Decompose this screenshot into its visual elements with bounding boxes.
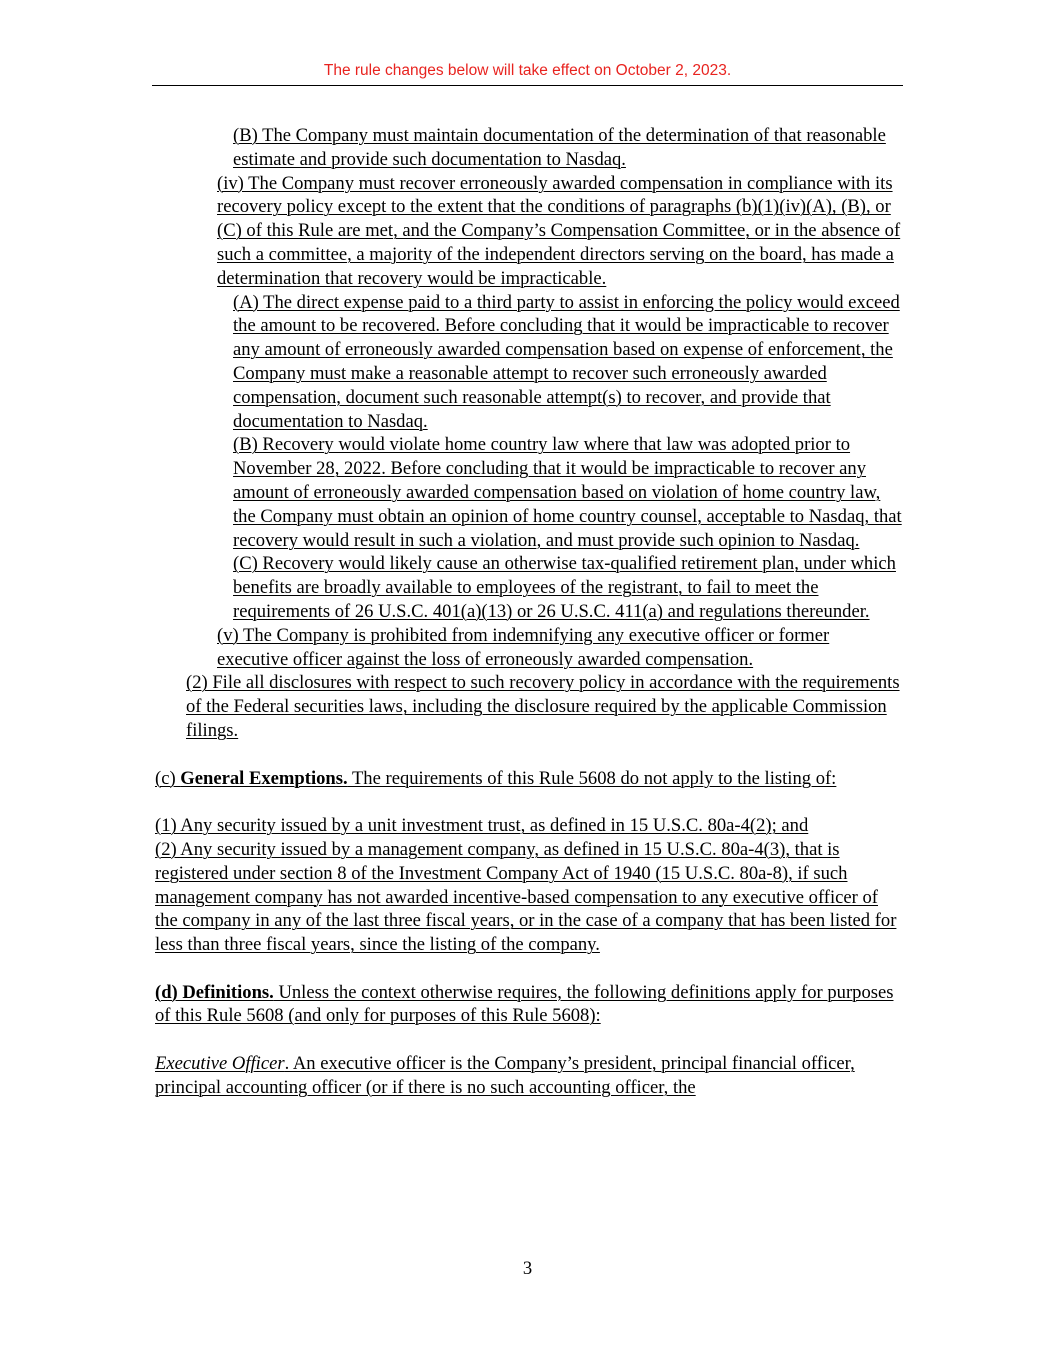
paragraph-b1iii-b: (B) The Company must maintain documentation of the determination of that reasonable estimate and provide such documentation to Nasdaq. [233,125,886,170]
section-c-text: The requirements of this Rule 5608 do not apply to the listing of: [347,767,837,789]
paragraph-d [155,981,905,1029]
spacer [0,1028,1055,1052]
paragraph-b2: (2) File all disclosures with respect to such recovery policy in accordance with the requirements of the Federal securities laws, including the disclosure required by the applicable Commission filings. [186,672,900,741]
paragraph-executive-officer [155,1052,905,1100]
section-c-heading: General Exemptions. [180,767,348,789]
spacer [0,790,1055,814]
page-number: 3 [522,1258,533,1279]
paragraph-b1iv: (iv) The Company must recover erroneously awarded compensation in compliance with its recovery policy except to the extent that the conditions of paragraphs (b)(1)(iv)(A), (B), or (C) of this Rule are met, and the Company’s Compensation Committee, or in the absence of such a committee, a majority of the independent directors serving on the board, has made a determination that recovery would be impracticable. [217,172,901,289]
paragraph-c2: (2) Any security issued by a management company, as defined in 15 U.S.C. 80a-4(3), that is registered under section 8 of the Investment Company Act of 1940 (15 U.S.C. 80a-8), if such management company has not awarded incentive-based compensation to any executive officer of the company in any of the last three fiscal years, or in the case of a company that has been listed for less than three fiscal years, since the listing of the company. [155,838,897,956]
section-d-heading: (d) Definitions. [155,981,274,1003]
spacer [0,743,1055,767]
executive-officer-definition: . An executive officer is the Company’s president, principal financial officer, principal accounting officer (or if there is no such accounting officer, the [155,1053,855,1098]
rule-text-body [0,124,1055,1100]
paragraph-b1iv-a: (A) The direct expense paid to a third party to assist in enforcing the policy would exceed the amount to be recovered. Before concluding that it would be impracticable to recover any amount of erroneously awarded compensation based on expense of enforcement, the Company must make a reasonable attempt to recover such erroneously awarded compensation, document such reasonable attempt(s) to recover, and provide that documentation to Nasdaq. [233,291,900,432]
section-c-prefix: (c) [155,767,181,789]
paragraph-b1iv-b: (B) Recovery would violate home country law where that law was adopted prior to November 28, 2022. Before concluding that it would be impracticable to recover any amount of erroneously awarded compensation based on violation of home country law, the Company must obtain an opinion of home country counsel, acceptable to Nasdaq, that recovery would result in such a violation, and must provide such opinion to Nasdaq. [233,434,902,551]
paragraph-b1iv-c: (C) Recovery would likely cause an otherwise tax-qualified retirement plan, under which benefits are broadly available to employees of the registrant, to fail to meet the requirements of 26 U.S.C. 401(a)(13) or 26 U.S.C. 411(a) and regulations thereunder. [233,553,896,622]
section-d-text: Unless the context otherwise requires, the following definitions apply for purposes of this Rule 5608 (and only for purposes of this Rule 5608): [155,981,894,1027]
paragraph-c [155,767,905,791]
spacer [0,957,1055,981]
term-executive-officer: Executive Officer [155,1053,285,1075]
effective-date-notice: The rule changes below will take effect on October 2, 2023. [152,62,903,86]
paragraph-b1v: (v) The Company is prohibited from indemnifying any executive officer or former executive officer against the loss of erroneously awarded compensation. [217,624,830,670]
paragraph-c1: (1) Any security issued by a unit investment trust, as defined in 15 U.S.C. 80a-4(2); and [155,815,809,837]
